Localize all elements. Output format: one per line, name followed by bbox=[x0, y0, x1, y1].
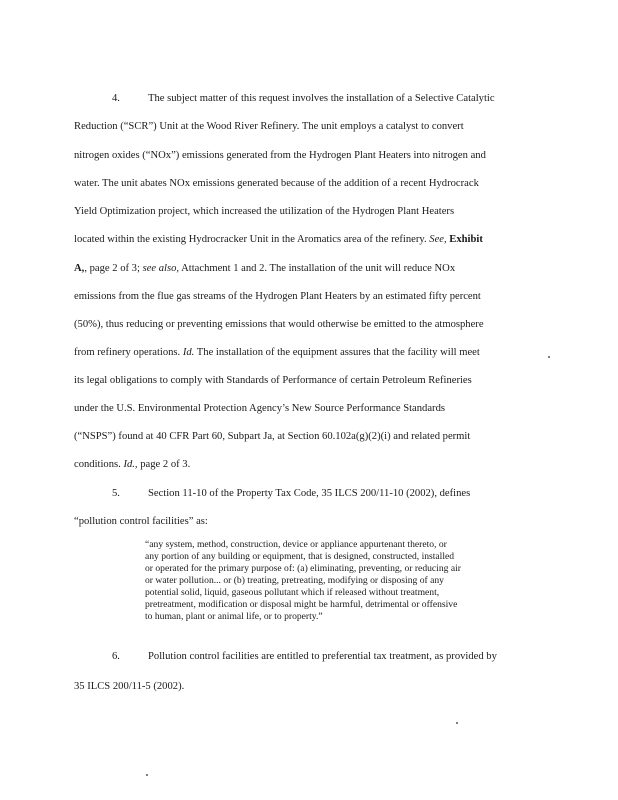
attachment-text: Attachment 1 and 2. The installation of the unit will reduce NOx bbox=[179, 263, 456, 274]
quote-line-1: “any system, method, construction, device or appliance appurtenant thereto, or bbox=[145, 539, 447, 550]
scan-speck bbox=[146, 774, 148, 776]
line-6-text: located within the existing Hydrocracker Unit in the Aromatics area of the refinery. bbox=[74, 234, 427, 245]
page-ref: , page 2 of 3; bbox=[84, 263, 140, 274]
see-signal: See, bbox=[429, 234, 447, 245]
quote-line-2: any portion of any building or equipment, that is designed, constructed, installed bbox=[145, 551, 455, 562]
quote-line-4: or water pollution... or (b) treating, pretreating, modifying or disposing of any bbox=[145, 575, 444, 586]
line-10-rest: The installation of the equipment assures that the facility will meet bbox=[194, 347, 480, 358]
paragraph-4-number: 4. bbox=[112, 93, 120, 104]
line-14-text: conditions. bbox=[74, 459, 121, 470]
quote-line-7: to human, plant or animal life, or to property.” bbox=[145, 611, 323, 622]
id-citation: Id. bbox=[182, 347, 195, 358]
paragraph-4-line-14 bbox=[74, 458, 544, 472]
exhibit-reference: Exhibit bbox=[449, 234, 483, 245]
paragraph-4-line-7 bbox=[74, 262, 544, 276]
see-also-signal: see also, bbox=[142, 263, 180, 274]
paragraph-4-line-10 bbox=[74, 346, 544, 360]
paragraph-4-line-3: nitrogen oxides (“NOx”) emissions generated from the Hydrogen Plant Heaters into nitrogen and bbox=[74, 150, 486, 161]
paragraph-4-line-8: emissions from the flue gas streams of the Hydrogen Plant Heaters by an estimated fifty percent bbox=[74, 291, 481, 302]
exhibit-letter: A, bbox=[74, 263, 85, 274]
paragraph-4-line-1: The subject matter of this request involves the installation of a Selective Catalytic bbox=[148, 93, 495, 104]
quote-line-5: potential solid, liquid, gaseous pollutant which if released without treatment, bbox=[145, 587, 440, 598]
paragraph-5-line-1: Section 11-10 of the Property Tax Code, 35 ILCS 200/11-10 (2002), defines bbox=[148, 488, 471, 499]
quote-line-6: pretreatment, modification or disposal might be harmful, detrimental or offensive bbox=[145, 599, 458, 610]
paragraph-4-line-12: under the U.S. Environmental Protection Agency’s New Source Performance Standards bbox=[74, 403, 445, 414]
paragraph-4-line-13: (“NSPS”) found at 40 CFR Part 60, Subpart Ja, at Section 60.102a(g)(2)(i) and related permit bbox=[74, 431, 471, 442]
paragraph-6-number: 6. bbox=[112, 651, 120, 662]
id-citation-2: Id., bbox=[123, 459, 138, 470]
paragraph-4-line-11: its legal obligations to comply with Standards of Performance of certain Petroleum Refineries bbox=[74, 375, 472, 386]
line-14-rest: page 2 of 3. bbox=[137, 459, 191, 470]
scan-speck bbox=[456, 722, 458, 724]
paragraph-6-line-1: Pollution control facilities are entitled to preferential tax treatment, as provided by bbox=[148, 651, 497, 662]
line-10-text: from refinery operations. bbox=[74, 347, 181, 358]
paragraph-4-line-2: Reduction (“SCR”) Unit at the Wood River Refinery. The unit employs a catalyst to convert bbox=[74, 121, 464, 132]
paragraph-4-line-9: (50%), thus reducing or preventing emissions that would otherwise be emitted to the atmosphere bbox=[74, 319, 484, 330]
paragraph-5-number: 5. bbox=[112, 488, 120, 499]
paragraph-5-line-2: “pollution control facilities” as: bbox=[74, 516, 208, 527]
paragraph-4-line-6 bbox=[74, 233, 544, 247]
scan-speck bbox=[548, 356, 550, 358]
paragraph-4-line-5: Yield Optimization project, which increased the utilization of the Hydrogen Plant Heaters bbox=[74, 206, 455, 217]
quote-line-3: or operated for the primary purpose of: (a) eliminating, preventing, or reducing air bbox=[145, 563, 461, 574]
paragraph-4-line-4: water. The unit abates NOx emissions generated because of the addition of a recent Hydrocrack bbox=[74, 178, 479, 189]
paragraph-6-line-2: 35 ILCS 200/11-5 (2002). bbox=[74, 681, 185, 692]
